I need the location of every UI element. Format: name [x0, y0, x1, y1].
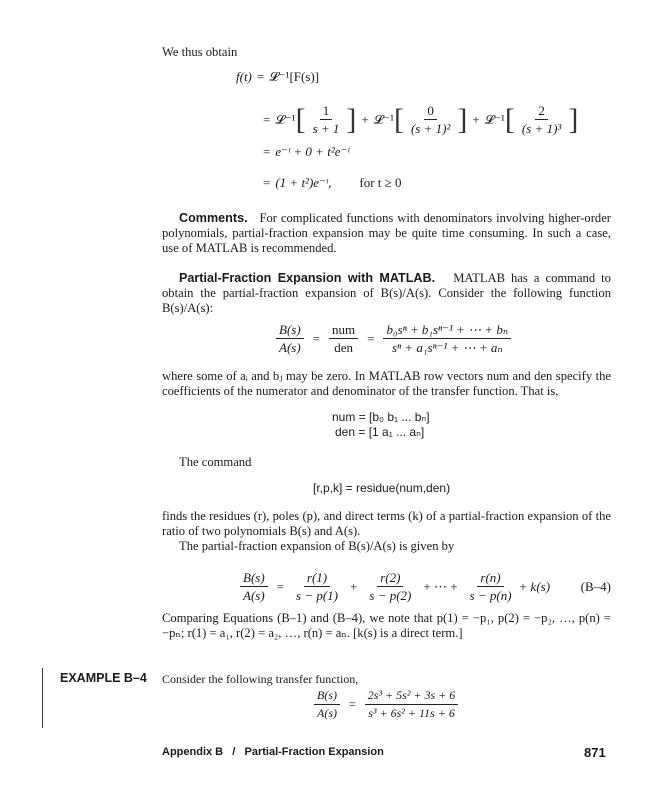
- finds-paragraph: finds the residues (r), poles (p), and direct terms (k) of a partial-fraction expansion of the ratio of two polynomials B(s) and A(s).: [162, 509, 611, 538]
- equation-line-2: = 𝓛⁻¹ [ $\frac{1}{s + 1}$ ] + 𝓛⁻¹ [ $\frac{0}{\text{(s + 1)²}}$ ] + 𝓛⁻¹ [ $\frac{2}{\text{(s + 1)³}}$ ]: [263, 102, 579, 136]
- general-fraction-equation: $\frac{B(s)}{A(s)}$ = $\frac{\text{num}}{\text{den}}$ = $\frac{\text{b₀sⁿ + b₁sⁿ⁻¹ + ⋯ + bₙ}}{\text{sⁿ + a₁sⁿ⁻¹ + ⋯ + aₙ}}$: [272, 322, 515, 355]
- fraction: $\frac{2}{\text{(s + 1)³}}$: [521, 103, 562, 136]
- equation-line-1: f(t) = 𝓛⁻¹[F(s)]: [236, 69, 320, 84]
- command-intro: The command: [179, 455, 252, 469]
- intro-text: We thus obtain: [162, 45, 238, 59]
- residue-command: [r,p,k] = residue(num,den): [313, 481, 451, 495]
- comparing-paragraph: Comparing Equations (B–1) and (B–4), we note that p(1) = −p₁, p(2) = −p₂, …, p(n) = −pₙ; r(1) = a₁, r(2) = a₂, …, r(n) = aₙ. [k(s) is a direct term.]: [162, 611, 611, 640]
- margin-bar: [42, 668, 43, 728]
- equation-label: (B–4): [580, 578, 611, 594]
- equation-line-3: = e⁻ᵗ + 0 + t²e⁻ᵗ: [263, 144, 350, 159]
- example-equation: $\frac{B(s)}{A(s)}$ = $\frac{\text{2s³ + 5s² + 3s + 6}}{\text{s³ + 6s² + 11s + 6}}$: [310, 688, 462, 721]
- lhs: f(t): [236, 69, 252, 84]
- matlab-paragraph: Partial-Fraction Expansion with MATLAB. MATLAB has a command to obtain the partial-fraction expansion of B(s)/A(s). Consider the following function B(s)/A(s):: [162, 271, 611, 315]
- fraction: $\frac{0}{\text{(s + 1)²}}$: [410, 103, 451, 136]
- equation-line-4: = (1 + t²)e⁻ᵗ, for t ≥ 0: [263, 175, 402, 190]
- num-vector: num = [b₀ b₁ ... bₙ]: [332, 410, 430, 424]
- where-paragraph: where some of aᵢ and bⱼ may be zero. In MATLAB row vectors num and den specify the coefficients of the numerator and denominator of the transfer function. That is,: [162, 369, 611, 398]
- page-number: 871: [584, 745, 606, 760]
- equation-b4: $\frac{B(s)}{A(s)}$ = $\frac{r(1)}{s - p(1)}$ + $\frac{r(2)}{s - p(2)}$ + ⋯ + $\frac{r(n)}{s - p(n)}$ + k(s) (B–4): [236, 570, 611, 603]
- den-vector: den = [1 a₁ ... aₙ]: [335, 425, 425, 439]
- given-paragraph: The partial-fraction expansion of B(s)/A(s) is given by: [179, 539, 455, 553]
- matlab-heading: Partial-Fraction Expansion with MATLAB.: [179, 271, 436, 285]
- example-label: EXAMPLE B–4: [60, 671, 147, 685]
- fraction: $\frac{1}{s + 1}$: [312, 103, 340, 136]
- inverse-laplace: 𝓛⁻¹[F(s)]: [269, 69, 320, 84]
- comments-paragraph: Comments. For complicated functions with denominators involving higher-order polynomials, partial-fraction expansion may be quite time consuming. In such a case, use of MATLAB is recommended.: [162, 211, 611, 255]
- footer-running-head: Appendix B / Partial-Fraction Expansion: [162, 746, 384, 758]
- comments-heading: Comments.: [179, 211, 248, 225]
- example-text: Consider the following transfer function,: [162, 672, 359, 686]
